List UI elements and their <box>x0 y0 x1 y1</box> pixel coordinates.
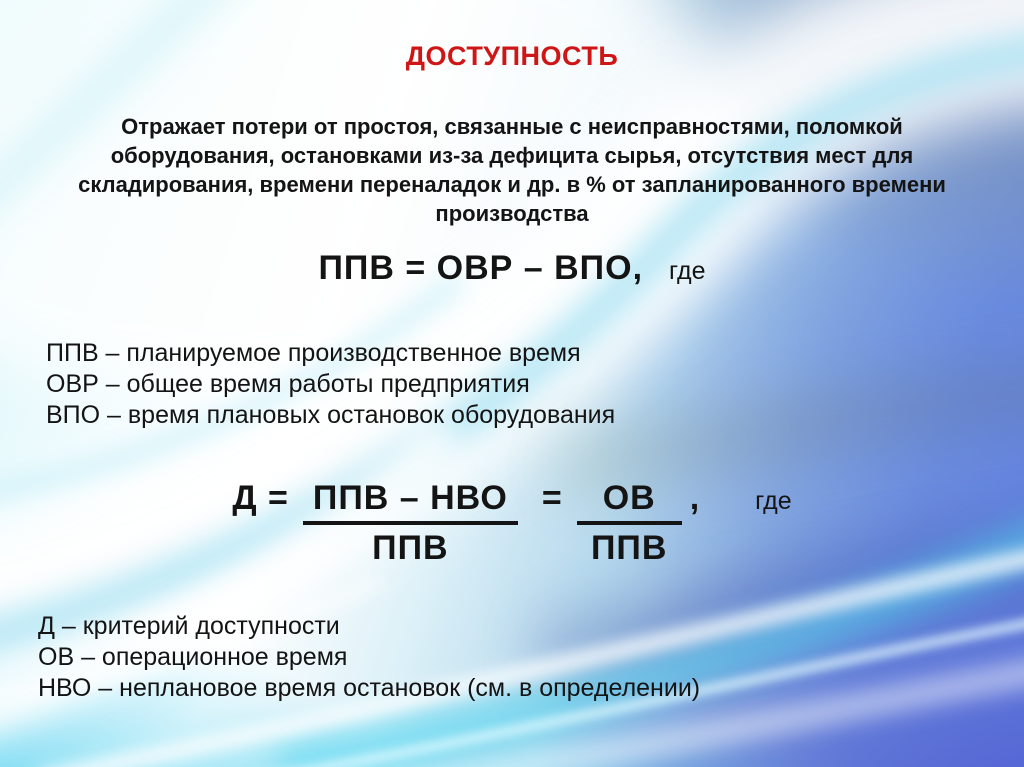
definition-line: Д – критерий доступности <box>38 612 340 640</box>
fraction-denominator: ППВ <box>372 529 449 567</box>
formula-availability-fraction-1 <box>303 479 518 568</box>
definition-line: ППВ – планируемое производственное время <box>46 339 581 367</box>
description-line: производства <box>435 201 589 226</box>
formula-availability-fraction-2 <box>577 479 682 568</box>
fraction-numerator: ОВ <box>577 479 682 525</box>
description-paragraph <box>0 112 1024 228</box>
formula-availability-comma: , <box>689 479 701 517</box>
formula-ppv-where-label: где <box>669 257 706 285</box>
formula-availability <box>0 479 1024 568</box>
description-line: оборудования, остановками из-за дефицита сырья, отсутствия мест для <box>110 143 914 168</box>
fraction-numerator: ППВ – НВО <box>303 479 518 525</box>
slide-title: ДОСТУПНОСТЬ <box>405 41 619 71</box>
formula-ppv-expression: ППВ = ОВР – ВПО, <box>318 249 644 287</box>
formula-ppv <box>0 249 1024 288</box>
definitions-block-1 <box>46 338 615 431</box>
definition-line: ВПО – время плановых остановок оборудования <box>46 401 616 429</box>
definitions-block-2 <box>38 611 700 704</box>
definition-line: ОВР – общее время работы предприятия <box>46 370 530 398</box>
definition-line: НВО – неплановое время остановок (см. в определении) <box>38 674 701 702</box>
formula-availability-where-label: где <box>755 487 792 515</box>
description-line: Отражает потери от простоя, связанные с неисправностями, поломкой <box>121 114 903 139</box>
formula-availability-equals: = <box>541 479 563 517</box>
definition-line: ОВ – операционное время <box>38 643 348 671</box>
description-line: складирования, времени переналадок и др. в % от запланированного времени <box>78 172 946 197</box>
fraction-denominator: ППВ <box>590 529 668 567</box>
formula-availability-lhs: Д = <box>232 479 289 517</box>
